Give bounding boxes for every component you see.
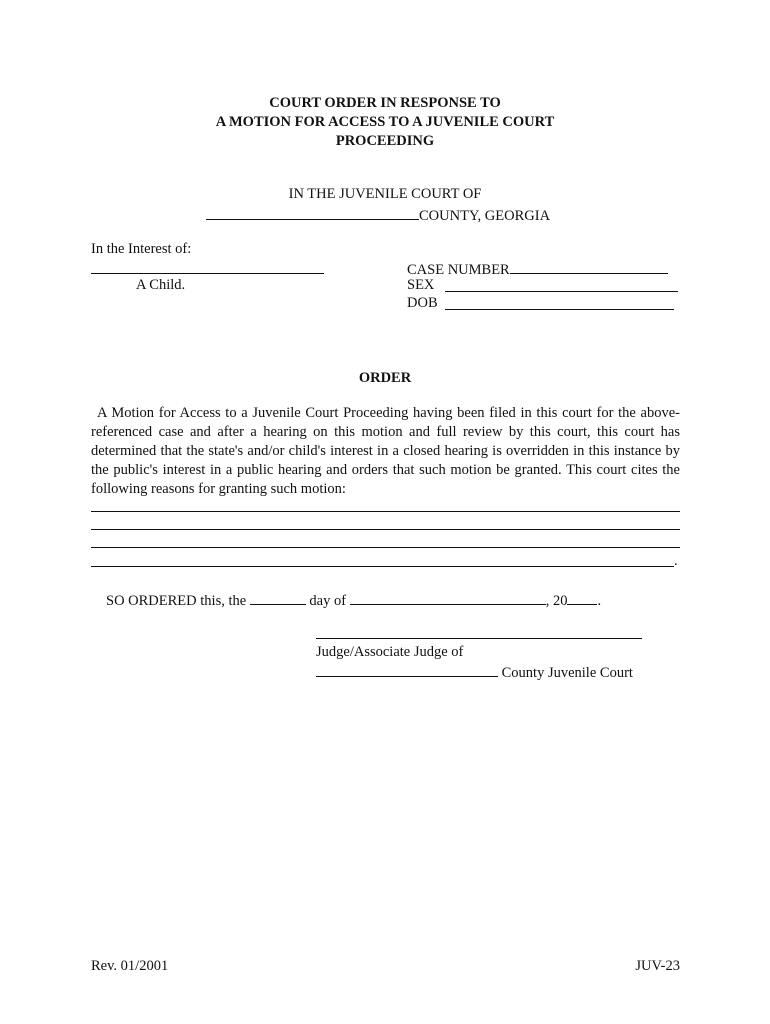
so-ordered-line [106, 590, 601, 610]
order-body-text: A Motion for Access to a Juvenile Court Proceeding having been filed in this court for the above-referenced case and after a hearing on this motion and full review by this court, this court has determined that the state's and/or child's interest in a closed hearing is overridden in this instance by the public's interest in a public hearing and orders that such motion be granted. This court cites the following reasons for granting such motion: [91, 405, 680, 497]
county-line [206, 205, 550, 225]
title-line-2: A MOTION FOR ACCESS TO A JUVENILE COURT [215, 114, 555, 130]
judge-label: Judge/Associate Judge of [316, 644, 464, 660]
county-court-suffix: County Juvenile Court [501, 665, 633, 681]
interest-label: In the Interest of: [91, 241, 192, 257]
revision-label: Rev. 01/2001 [91, 958, 169, 974]
reason-line-4[interactable] [91, 566, 674, 567]
sex-label: SEX [407, 277, 435, 293]
dob-row [407, 295, 438, 312]
sex-row [407, 277, 434, 294]
form-title [0, 94, 770, 151]
case-number-label: CASE NUMBER [407, 262, 510, 278]
county-suffix: COUNTY, GEORGIA [419, 208, 551, 224]
case-number-row [407, 259, 668, 279]
title-line-3: PROCEEDING [335, 133, 435, 149]
child-label: A Child. [136, 277, 186, 293]
title-line-1: COURT ORDER IN RESPONSE TO [269, 95, 501, 111]
county-court-line [316, 662, 633, 682]
sex-field[interactable] [445, 291, 678, 292]
so-ordered-end: . [597, 593, 602, 609]
day-field[interactable] [250, 590, 306, 605]
order-heading: ORDER [358, 370, 412, 386]
signature-county-field[interactable] [316, 662, 498, 677]
judge-signature-field[interactable] [316, 638, 642, 639]
so-ordered-prefix: SO ORDERED this, the [106, 593, 247, 609]
reason-line-3[interactable] [91, 547, 680, 548]
year-field[interactable] [567, 590, 597, 605]
year-prefix: , 20 [545, 593, 568, 609]
county-name-field[interactable] [206, 205, 419, 220]
case-number-field[interactable] [510, 259, 668, 274]
day-of-label: day of [309, 593, 347, 609]
reason-line-1[interactable] [91, 511, 680, 512]
court-heading: IN THE JUVENILE COURT OF [288, 186, 482, 202]
month-field[interactable] [350, 590, 546, 605]
form-id: JUV-23 [635, 958, 680, 974]
dob-field[interactable] [445, 309, 674, 310]
child-name-field[interactable] [91, 273, 324, 274]
order-body [91, 404, 680, 499]
reason-line-2[interactable] [91, 529, 680, 530]
dob-label: DOB [407, 295, 438, 311]
reason-end-period: . [674, 553, 678, 569]
